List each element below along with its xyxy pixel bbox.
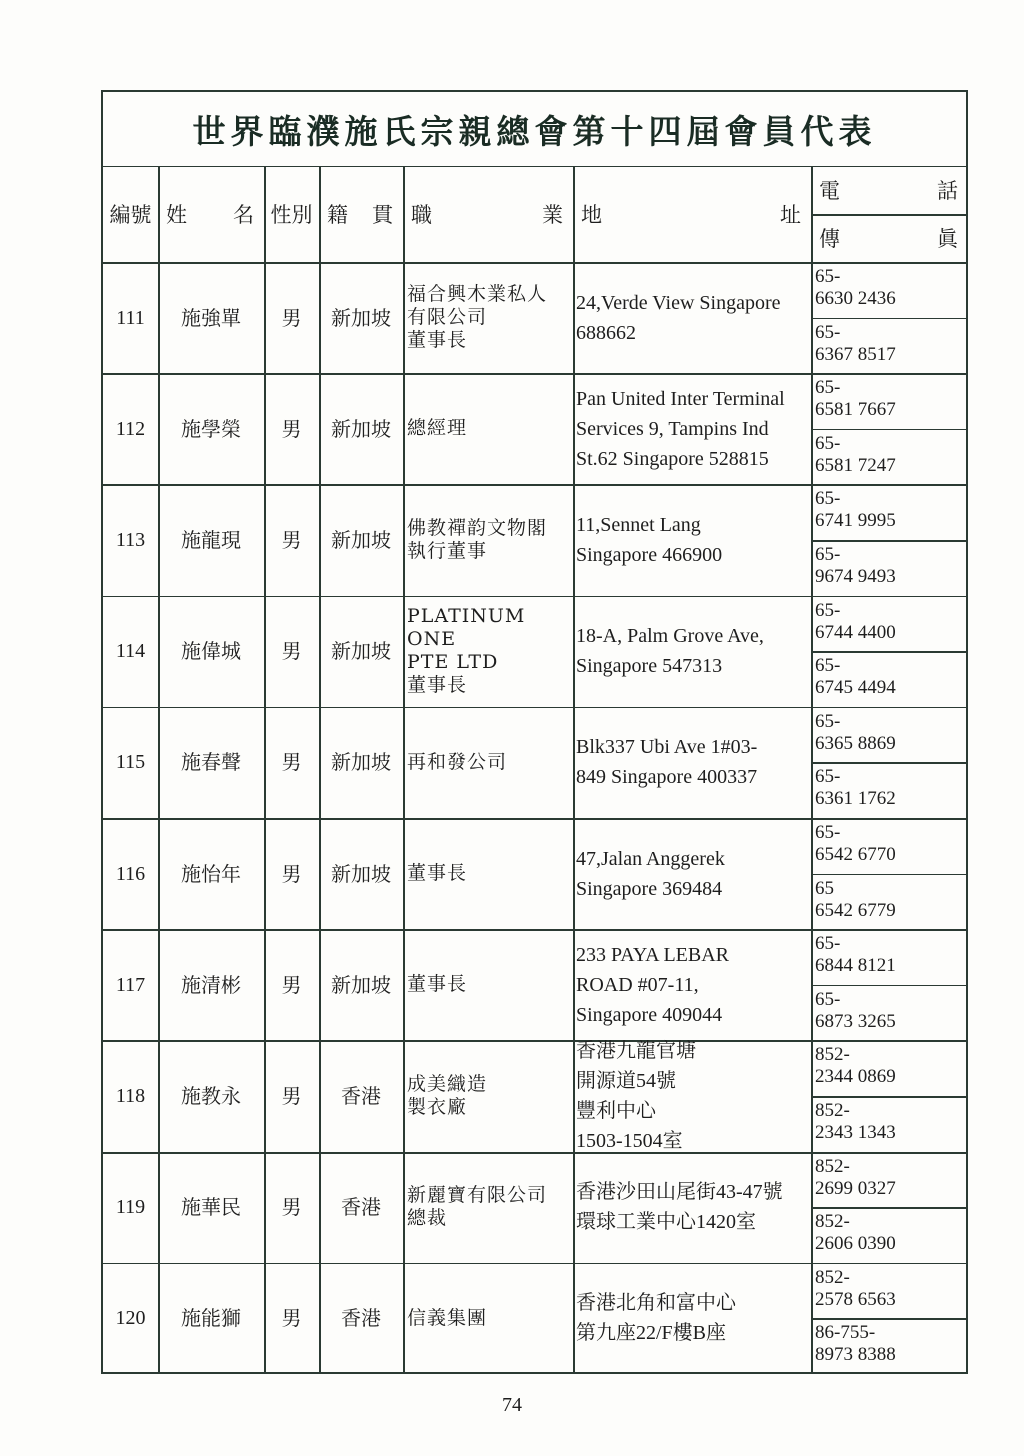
member-origin: 新加坡: [331, 972, 391, 997]
member-name: 施龍現: [181, 527, 241, 552]
member-gender: 男: [281, 639, 302, 664]
member-occupation: 佛教禪韵文物閣 執行董事: [407, 516, 548, 562]
member-origin: 新加坡: [331, 527, 391, 552]
header-origin-b: 貫: [372, 203, 393, 227]
member-address: 香港九龍官塘 開源道54號 豐利中心 1503-1504室: [576, 1039, 696, 1152]
member-gender: 男: [281, 972, 302, 997]
member-fax: 65- 6361 1762: [815, 766, 896, 810]
member-address: 24,Verde View Singapore 688662: [576, 291, 781, 344]
member-number: 118: [115, 1084, 146, 1107]
member-address: 11,Sennet Lang Singapore 466900: [576, 513, 723, 566]
member-tel: 852- 2344 0869: [815, 1044, 896, 1088]
member-occupation: 董事長: [407, 973, 468, 996]
member-origin: 香港: [341, 1195, 381, 1220]
member-tel: 65- 6630 2436: [815, 266, 896, 309]
member-name: 施強單: [181, 305, 241, 330]
member-tel: 852- 2699 0327: [815, 1155, 896, 1199]
member-tel: 65- 6365 8869: [815, 710, 896, 754]
member-gender: 男: [281, 1306, 302, 1331]
member-gender: 男: [281, 861, 302, 886]
member-fax: 852- 2343 1343: [815, 1100, 896, 1143]
member-fax: 65- 6745 4494: [815, 655, 896, 699]
member-number: 120: [115, 1307, 146, 1330]
member-origin: 新加坡: [331, 416, 391, 441]
header-tel-a: 電: [819, 179, 840, 203]
member-address: 47,Jalan Anggerek Singapore 369484: [576, 847, 725, 900]
member-occupation: 總經理: [407, 417, 468, 440]
header-name-b: 名: [233, 203, 254, 227]
member-table: [101, 90, 968, 1374]
member-name: 施能獅: [181, 1306, 241, 1331]
header-fax-a: 傳: [819, 227, 840, 251]
member-gender: 男: [281, 1083, 302, 1108]
header-occ-b: 業: [542, 203, 563, 227]
member-tel: 65- 6844 8121: [815, 933, 896, 977]
member-occupation: 成美織造 製衣廠: [407, 1072, 488, 1118]
member-origin: 新加坡: [331, 639, 391, 664]
member-occupation: 福合興木業私人 有限公司 董事長: [407, 283, 548, 352]
member-gender: 男: [281, 305, 302, 330]
member-address: Pan United Inter Terminal Services 9, Tampins Ind St.62 Singapore 528815: [576, 387, 785, 470]
member-address: 18-A, Palm Grove Ave, Singapore 547313: [576, 625, 764, 678]
member-occupation: 董事長: [407, 862, 468, 885]
header-occupation: [403, 166, 573, 262]
header-address: [573, 166, 811, 262]
member-fax: 65- 6367 8517: [815, 321, 896, 365]
member-tel: 65- 6741 9995: [815, 488, 896, 532]
member-fax: 65- 9674 9493: [815, 544, 896, 587]
member-fax: 65- 6873 3265: [815, 988, 896, 1032]
header-fax-b: 眞: [937, 227, 958, 251]
member-tel: 65- 6542 6770: [815, 822, 896, 865]
header-gender: 性別: [270, 203, 313, 227]
header-addr-a: 地: [581, 203, 602, 227]
member-tel: 65- 6581 7667: [815, 377, 896, 421]
member-address: Blk337 Ubi Ave 1#03- 849 Singapore 400337: [576, 736, 758, 789]
page-number: 74: [502, 1394, 522, 1416]
member-occupation: 信義集團: [407, 1306, 488, 1329]
member-fax: 65 6542 6779: [815, 877, 896, 921]
page-title: 世界臨濮施氏宗親總會第十四屆會員代表: [103, 92, 966, 167]
member-name: 施怡年: [181, 861, 241, 886]
member-occupation: PLATINUM ONE PTE LTD 董事長: [407, 605, 526, 697]
member-origin: 香港: [341, 1306, 381, 1331]
member-name: 施清彬: [181, 972, 241, 997]
member-number: 119: [115, 1196, 146, 1219]
member-tel: 65- 6744 4400: [815, 599, 896, 643]
member-number: 117: [115, 973, 146, 996]
member-origin: 新加坡: [331, 750, 391, 775]
member-gender: 男: [281, 1195, 302, 1220]
member-origin: 新加坡: [331, 861, 391, 886]
member-origin: 新加坡: [331, 305, 391, 330]
member-number: 116: [115, 862, 146, 885]
member-number: 114: [115, 640, 146, 663]
header-occ-a: 職: [411, 203, 432, 227]
header-name-a: 姓: [166, 203, 187, 227]
member-fax: 65- 6581 7247: [815, 432, 896, 476]
member-number: 111: [116, 306, 145, 329]
member-origin: 香港: [341, 1083, 381, 1108]
header-name: [158, 166, 264, 262]
header-addr-b: 址: [780, 203, 801, 227]
header-fax: [811, 214, 968, 262]
member-gender: 男: [281, 416, 302, 441]
member-gender: 男: [281, 750, 302, 775]
member-tel: 852- 2578 6563: [815, 1266, 896, 1310]
header-tel-fax-divider: [811, 214, 968, 216]
header-tel: [811, 166, 968, 214]
member-number: 115: [115, 751, 146, 774]
header-origin-a: 籍: [327, 203, 348, 227]
member-occupation: 新麗寶有限公司 總裁: [407, 1184, 548, 1230]
member-name: 施華民: [181, 1195, 241, 1220]
member-address: 香港北角和富中心 第九座22/F樓B座: [576, 1292, 736, 1345]
header-tel-b: 話: [937, 179, 958, 203]
member-name: 施春聲: [181, 750, 241, 775]
member-address: 233 PAYA LEBAR ROAD #07-11, Singapore 409044: [576, 943, 730, 1026]
member-number: 112: [115, 417, 146, 440]
header-origin: [319, 166, 403, 262]
member-number: 113: [115, 528, 146, 551]
member-name: 施學榮: [181, 416, 241, 441]
member-name: 施偉城: [181, 639, 241, 664]
member-name: 施教永: [181, 1083, 241, 1108]
member-fax: 852- 2606 0390: [815, 1211, 896, 1255]
header-no: 編號: [109, 203, 152, 227]
member-fax: 86-755- 8973 8388: [815, 1322, 896, 1366]
member-address: 香港沙田山尾街43-47號 環球工業中心1420室: [576, 1181, 783, 1234]
member-gender: 男: [281, 527, 302, 552]
member-occupation: 再和發公司: [407, 750, 508, 773]
